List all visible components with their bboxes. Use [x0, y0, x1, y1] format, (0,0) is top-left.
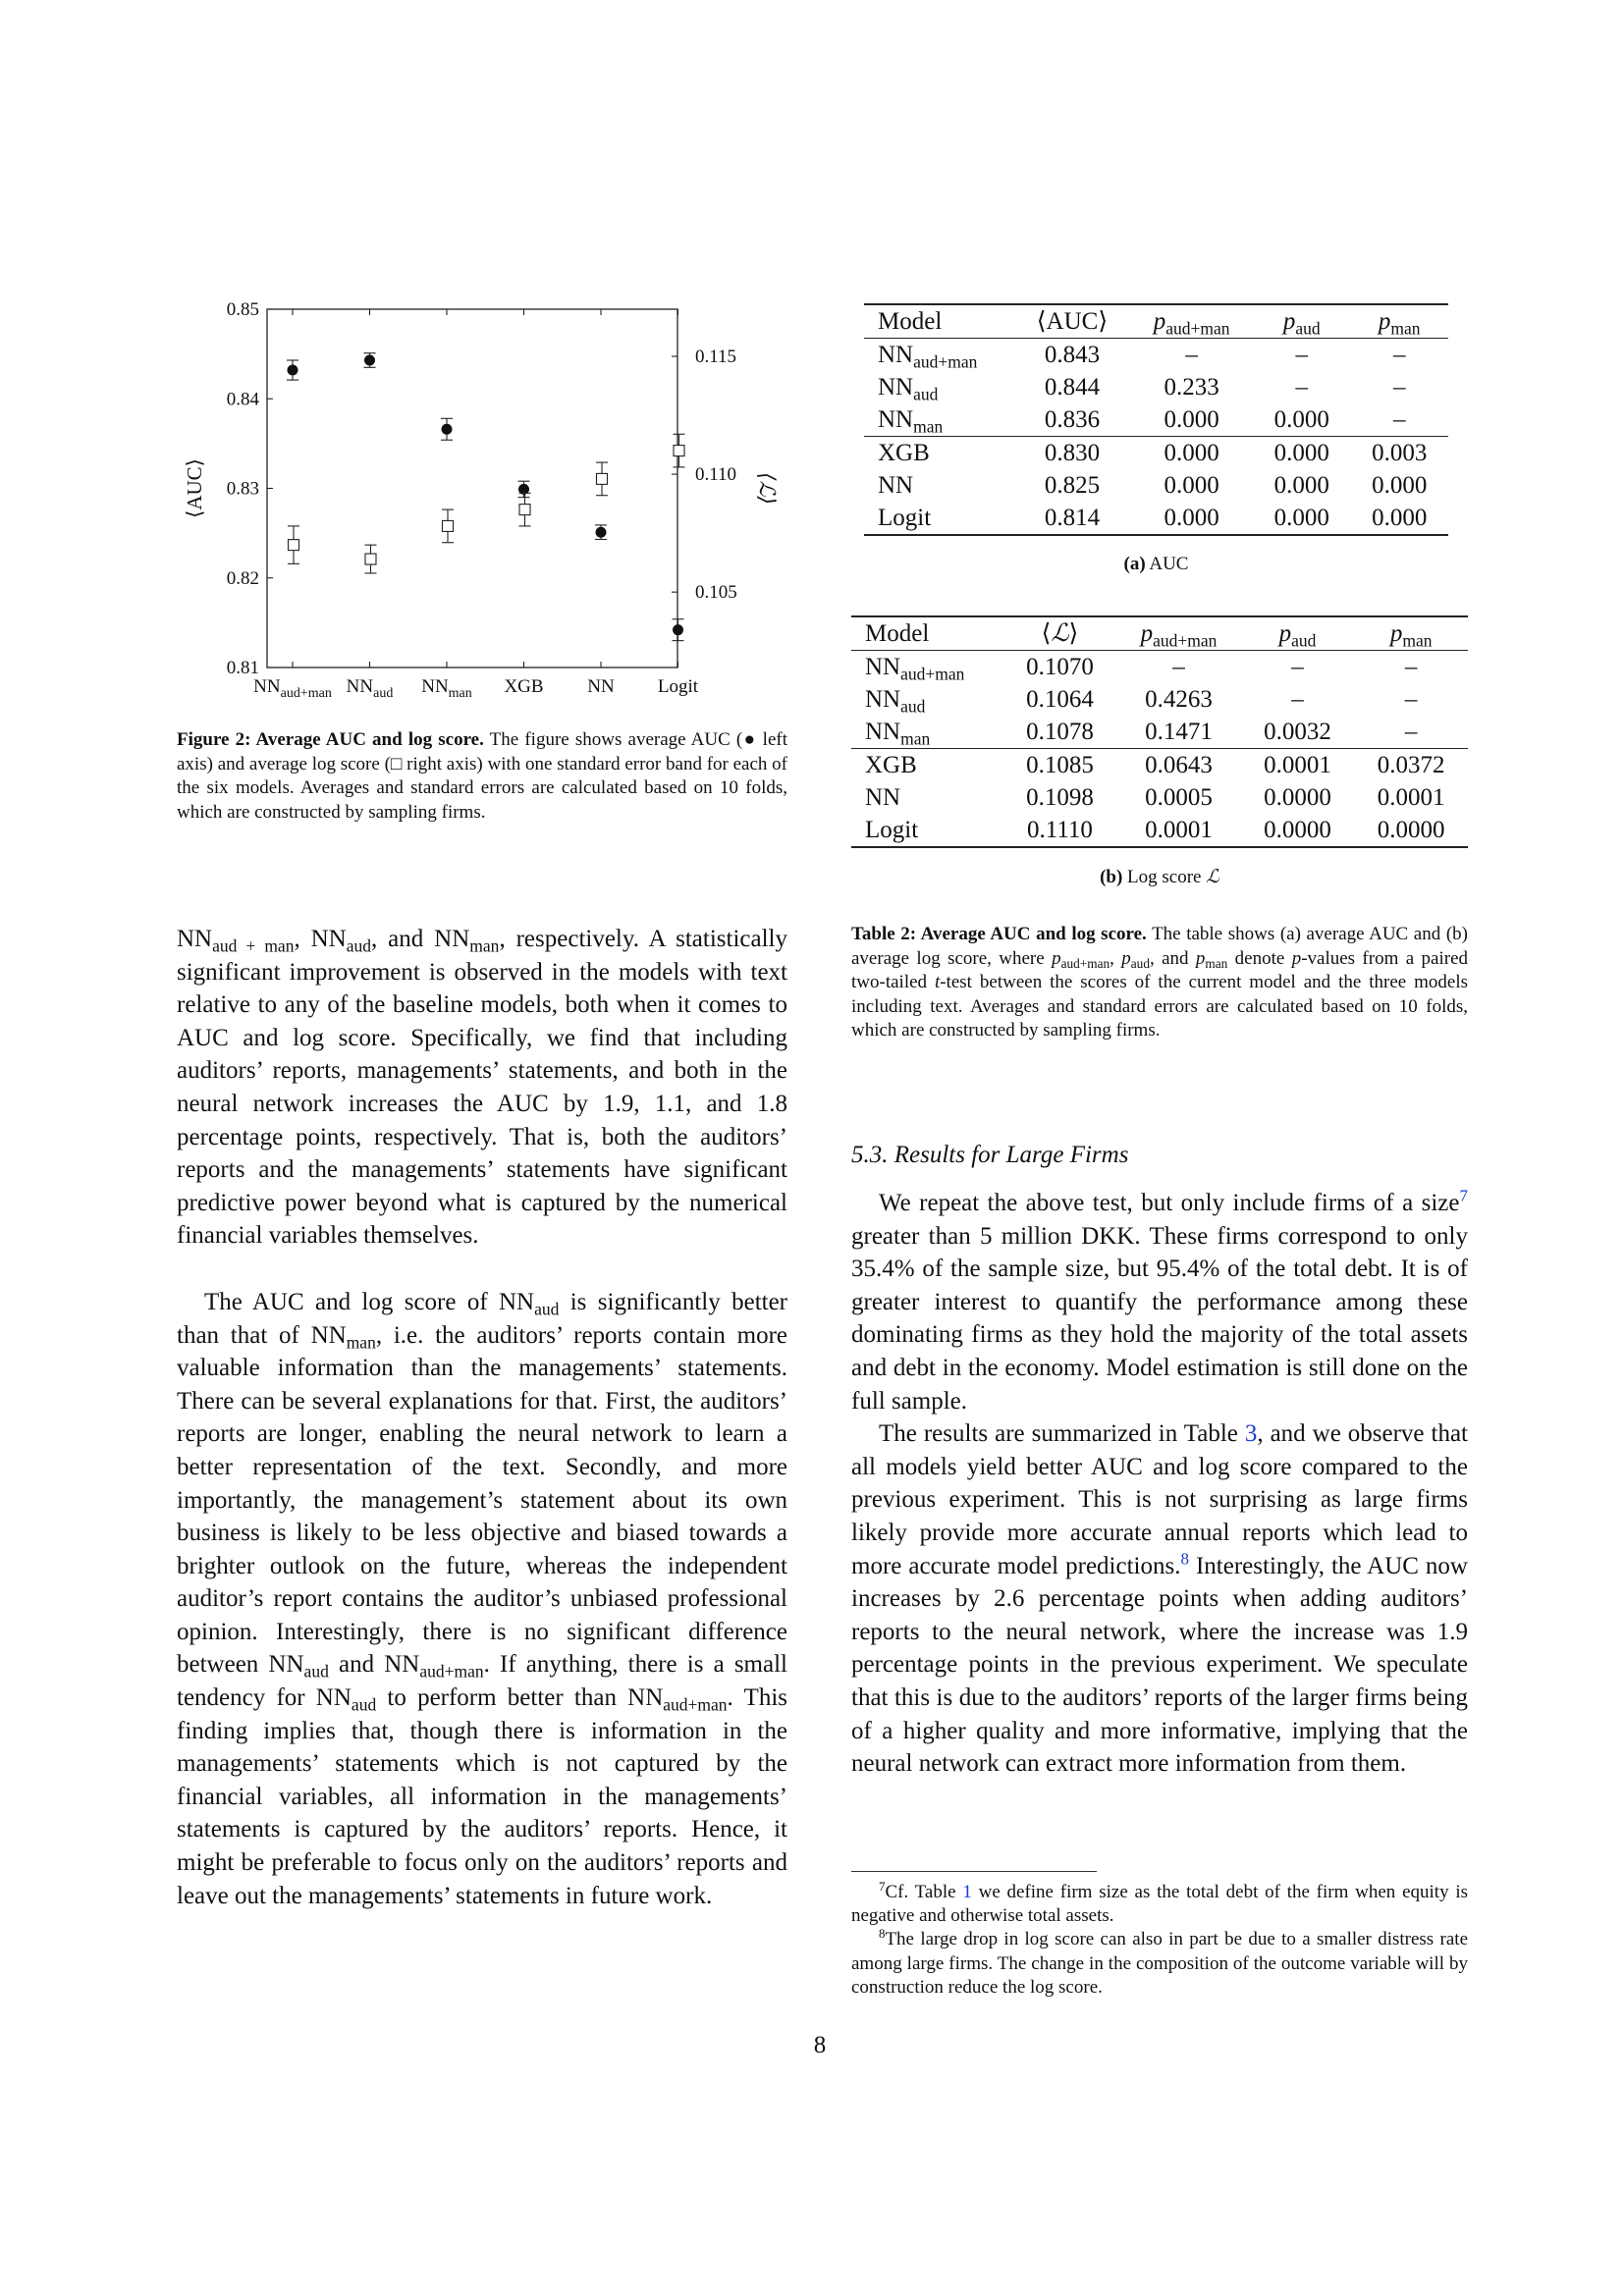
table-2a-caption: (a) AUC: [1123, 554, 1189, 574]
auc-point: [364, 355, 375, 366]
auc-table-row: [864, 502, 1448, 535]
auc-point: [596, 527, 607, 538]
log-table-cell: $NN_{man}$: [865, 719, 931, 749]
log-table-cell: Logit: [851, 814, 1003, 847]
table-2b-caption: (b) Log score ℒ: [1100, 867, 1219, 887]
log-table-cell: 0.0001: [1116, 814, 1240, 847]
auc-table-row: [864, 469, 1448, 502]
right-paragraph-2: The results are summarized in Table 3, and we observe that all models yield better AUC and log score compared to the previous experiment. This is not surprising as large firms likely provide more accurate annual reports which lead to more accurate model predictions.$^8$ Interestingly, the AUC now increases by 2.6 percentage points when adding auditors’ reports to the neural network, where the increase was 1.9 percentage points in the previous experiment. We speculate that this is due to the auditors’ reports of the larger firms being of a higher quality and more informative, implying that the neural network can extract more information from them.: [851, 1420, 1468, 1778]
log-table-cell: 0.0372: [1354, 749, 1468, 782]
log-table-cell: 0.0000: [1241, 814, 1355, 847]
auc-table-cell: 0.000: [1164, 472, 1219, 499]
log-table-row: [851, 781, 1468, 814]
left-y-tick-label: 0.85: [226, 299, 259, 320]
x-tick-label: $NN_{aud+man}$: [253, 676, 332, 701]
auc-table-cell: –: [1295, 374, 1308, 400]
auc-table-cell: $p_{aud}$: [1253, 304, 1350, 339]
log-table-cell: 0.1078: [1026, 719, 1094, 745]
right-y-tick-label: 0.110: [695, 464, 737, 486]
auc-table-cell: 0.844: [1044, 374, 1101, 400]
auc-table-row: [864, 437, 1448, 470]
log-table-cell: 0.1070: [1003, 651, 1117, 684]
auc-table-cell: 0.814: [1014, 502, 1130, 535]
table-caption-bold: Table 2: Average AUC and log score.: [851, 924, 1147, 944]
table-2-caption: [851, 923, 1468, 1043]
figure-caption-bold: Figure 2: Average AUC and log score.: [177, 729, 484, 750]
log-table-cell: 0.0643: [1116, 749, 1240, 782]
log-score-point: [597, 473, 608, 484]
auc-table-cell: 0.836: [1044, 406, 1101, 433]
auc-table-cell: 0.830: [1014, 437, 1130, 470]
log-table-cell: XGB: [851, 749, 1003, 782]
auc-table-row: [864, 339, 1448, 372]
log-score-point: [365, 554, 376, 564]
log-score-point: [443, 520, 454, 531]
log-table-cell: 0.1110: [1003, 814, 1117, 847]
right-axis-label: ⟨ℒ⟩: [755, 471, 780, 506]
log-table-cell: 0.1098: [1026, 784, 1094, 811]
log-table-cell: $p_{aud+man}$: [1116, 616, 1240, 651]
left-column: [177, 923, 787, 1912]
auc-table-cell: 0.000: [1130, 502, 1253, 535]
left-y-tick-label: 0.84: [226, 389, 259, 410]
page-number: 8: [813, 2032, 827, 2058]
table-2b-log-score: [851, 615, 1468, 848]
left-paragraph-2: The AUC and log score of $NN_{aud}$ is significantly better than that of $NN_{man}$, i.e. the auditors’ reports contain more valuable information than the managements’ statements. There can be several explanations for that. First, the auditors’ reports are longer, enabling the neural network to learn a better representation of the text. Secondly, and more importantly, the management’s statement about its own business is likely to be less objective and biased towards a brighter outlook on the future, whereas the independent auditor’s report contains the auditor’s unbiased professional opinion. Interestingly, there is no significant difference between $NN_{aud}$ and $NN_{aud+man}$. If anything, there is a small tendency for $NN_{aud}$ to perform better than $NN_{aud+man}$. This finding implies that, though there is information in the managements’ statements which is not captured by the financial variables, all information in the managements’ statements is captured by the auditors’ reports. Hence, it might be preferable to focus only on the auditors’ reports and leave out the managements’ statements in future work.: [177, 1288, 788, 1909]
log-table-row: [851, 814, 1468, 847]
auc-table-cell: –: [1392, 406, 1406, 433]
auc-point: [442, 424, 453, 435]
figure-caption-text: The figure shows average AUC (● left axis) and average log score (□ right axis) with one standard error band for each of the six models. Averages and standard errors are calculated based on 10 folds, which are constructed by sampling firms.: [177, 729, 787, 823]
log-table-cell: 0.4263: [1145, 686, 1213, 713]
auc-table-cell: $NN_{man}$: [878, 406, 944, 437]
auc-table-cell: –: [1130, 339, 1253, 372]
log-table-cell: $NN_{aud+man}$: [851, 651, 1003, 684]
log-score-point: [674, 446, 684, 456]
log-table-cell: ⟨ℒ⟩: [1003, 616, 1117, 651]
footnote-rule: [851, 1871, 1097, 1872]
table-2a-auc: [864, 303, 1448, 536]
auc-table-cell: –: [1350, 339, 1448, 372]
auc-table-cell: 0.000: [1130, 437, 1253, 470]
plot-frame: [267, 309, 677, 667]
log-table-cell: 0.1064: [1026, 686, 1094, 713]
left-y-tick-label: 0.83: [226, 478, 259, 500]
x-tick-label: XGB: [504, 676, 544, 697]
footnote-7: $^7$Cf. Table 1 we define firm size as the total debt of the firm when equity is negative and otherwise total assets.: [851, 1878, 1468, 1927]
auc-table-cell: Model: [864, 304, 1014, 339]
left-paragraph-1: $NN_{aud + man}$, $NN_{aud}$, and $NN_{man}$, respectively. A statistically significant improvement is observed in the models with text relative to any of the baseline models, both when it comes to AUC and log score. Specifically, we find that including auditors’ reports, managements’ statements, and both in the neural network increases the AUC by 1.9, 1.1, and 1.8 percentage points, respectively. That is, both the auditors’ reports and the managements’ statements have significant predictive power beyond what is captured by the numerical financial variables themselves.: [177, 926, 787, 1250]
left-axis-label: ⟨AUC⟩: [183, 458, 206, 518]
log-table-row: [851, 683, 1468, 716]
left-y-tick-label: 0.81: [226, 658, 259, 678]
auc-point: [288, 365, 298, 376]
auc-table-cell: $NN_{aud+man}$: [864, 339, 1014, 372]
footnote-8: $^8$The large drop in log score can also in part be due to a smaller distress rate among large firms. The change in the composition of the outcome variable will by construction reduce the log score.: [851, 1926, 1468, 1998]
log-table-cell: $p_{man}$: [1354, 616, 1468, 651]
log-table-row: [851, 716, 1468, 749]
figure-2-chart: [177, 294, 805, 707]
auc-table-cell: 0.000: [1164, 406, 1219, 433]
auc-table-cell: 0.000: [1350, 502, 1448, 535]
auc-table-cell: 0.000: [1372, 472, 1428, 499]
right-paragraph-1: We repeat the above test, but only include firms of a size$^7$ greater than 5 million DKK. These firms correspond to only 35.4% of the sample size, but 95.4% of the total debt. It is of greater interest to quantify the performance among these dominating firms as they hold the majority of the total assets and debt in the economy. Model estimation is still done on the full sample.: [851, 1186, 1468, 1415]
right-y-tick-label: 0.115: [695, 347, 737, 368]
log-table-row: [851, 749, 1468, 782]
log-score-point: [519, 505, 530, 515]
log-table-cell: –: [1291, 686, 1304, 713]
figure-2-caption: [177, 728, 787, 825]
left-y-tick-label: 0.82: [226, 567, 259, 589]
table-caption-text: The table shows (a) average AUC and (b) average log score, where $p_{aud+man}$, $p_{aud}$, and $p_{man}$ denote p-values from a paired two-tailed t-test between the scores of the current model and the three models including text. Averages and standard errors are calculated based on 10 folds, which are constructed by sampling firms.: [851, 924, 1469, 1041]
auc-table-cell: 0.000: [1273, 472, 1329, 499]
right-y-tick-label: 0.105: [695, 582, 737, 604]
log-table-cell: 0.0001: [1241, 749, 1355, 782]
log-table-cell: Model: [851, 616, 1003, 651]
auc-table-cell: XGB: [864, 437, 1014, 470]
log-table-row: [851, 651, 1468, 684]
auc-table-cell: NN: [878, 472, 914, 499]
auc-table-cell: $NN_{aud}$: [878, 374, 939, 404]
auc-table-cell: 0.000: [1253, 502, 1350, 535]
log-table-cell: $p_{aud}$: [1241, 616, 1355, 651]
log-table-cell: –: [1354, 651, 1468, 684]
auc-table-cell: 0.825: [1044, 472, 1101, 499]
auc-table-cell: –: [1392, 374, 1406, 400]
auc-point: [673, 624, 683, 635]
auc-table-cell: –: [1253, 339, 1350, 372]
log-table-cell: 0.0000: [1354, 814, 1468, 847]
auc-table-cell: 0.233: [1164, 374, 1219, 400]
auc-table-row: [864, 371, 1448, 403]
auc-table-cell: $p_{aud+man}$: [1130, 304, 1253, 339]
log-table-cell: NN: [865, 784, 901, 811]
log-table-cell: 0.0032: [1264, 719, 1331, 745]
right-column: [851, 1142, 1468, 1781]
log-table-cell: –: [1404, 719, 1418, 745]
auc-table-cell: Logit: [864, 502, 1014, 535]
log-table-header-row: [851, 616, 1468, 651]
log-table-cell: –: [1116, 651, 1240, 684]
log-table-cell: 0.1471: [1145, 719, 1213, 745]
log-table-cell: –: [1241, 651, 1355, 684]
auc-table-cell: 0.003: [1350, 437, 1448, 470]
x-tick-label: $NN_{aud}$: [346, 676, 394, 701]
log-table-cell: –: [1404, 686, 1418, 713]
log-table-cell: 0.0000: [1264, 784, 1331, 811]
log-table-cell: 0.0001: [1377, 784, 1445, 811]
auc-table-cell: 0.843: [1014, 339, 1130, 372]
section-heading: 5.3. Results for Large Firms: [851, 1142, 1129, 1168]
auc-table-cell: 0.000: [1273, 406, 1329, 433]
log-table-cell: 0.0005: [1145, 784, 1213, 811]
x-tick-label: NN: [587, 676, 615, 697]
log-table-cell: $NN_{aud}$: [865, 686, 926, 717]
log-table-cell: 0.1085: [1003, 749, 1117, 782]
x-tick-label: $NN_{man}$: [421, 676, 472, 701]
auc-table-cell: ⟨AUC⟩: [1014, 304, 1130, 339]
auc-table-row: [864, 403, 1448, 437]
log-score-point: [289, 540, 299, 551]
auc-table-cell: 0.000: [1253, 437, 1350, 470]
auc-table-cell: $p_{man}$: [1350, 304, 1448, 339]
x-tick-label: Logit: [657, 676, 699, 697]
auc-table-header-row: [864, 304, 1448, 339]
